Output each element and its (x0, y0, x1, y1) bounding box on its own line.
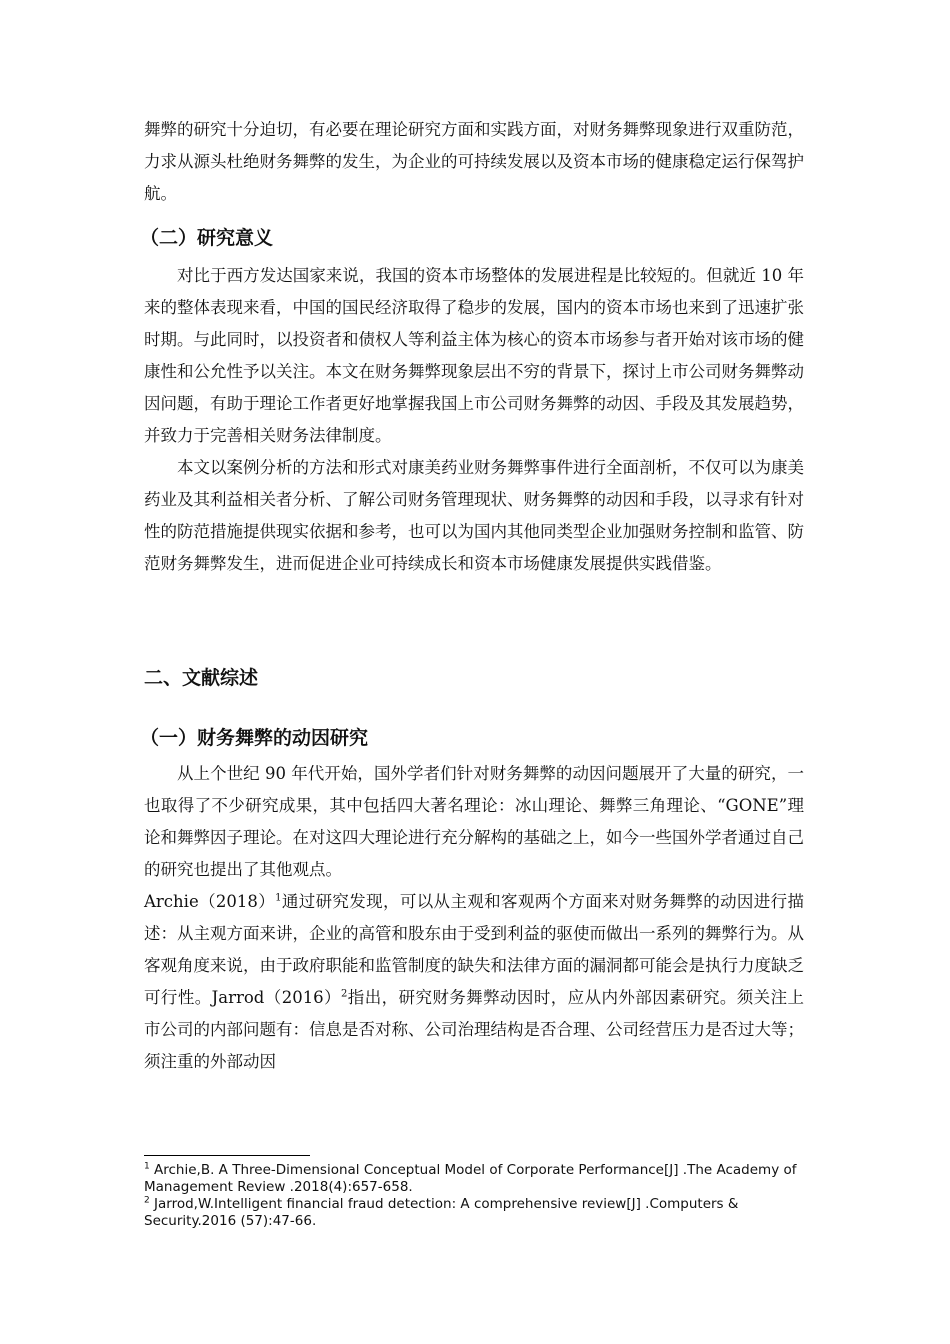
citation-archie: Archie（2018） (144, 892, 276, 911)
section-heading-literature: 二、文献综述 (144, 667, 259, 689)
literature-text-segment: 通过研究发现，可以从主观和客观两个方面来对财务舞弊的动因进行描述：从主观方面来讲，企业的高管和股东由于受到利益的驱使而做出一系列的舞弊行为。从客观角度来说，由于政府职能和监管制度的缺失和法律方面的漏洞都可能会是执行力度缺乏可行性。Jarrod（2016） (144, 892, 804, 1007)
intro-paragraph: 舞弊的研究十分迫切，有必要在理论研究方面和实践方面，对财务舞弊现象进行双重防范，力求从源头杜绝财务舞弊的发生，为企业的可持续发展以及资本市场的健康稳定运行保驾护航。 (144, 120, 804, 203)
footnote-ref-2[interactable]: 2 (341, 988, 348, 1000)
footnote-ref-1[interactable]: 1 (275, 892, 282, 904)
footnote-mark: 2 (144, 1195, 150, 1206)
footnote-2 (144, 1196, 804, 1230)
literature-text-segment: 指出，研究财务舞弊动因时，应从内外部因素研究。须关注上市公司的内部问题有：信息是否对称、公司治理结构是否合理、公司经营压力是否过大等；须注重的外部动因 (144, 988, 805, 1071)
footnote-mark: 1 (144, 1161, 150, 1172)
footnote-1 (144, 1162, 804, 1196)
footnotes (144, 1155, 804, 1230)
significance-paragraph-1: 对比于西方发达国家来说，我国的资本市场整体的发展进程是比较短的。但就近 10 年来的整体表现来看，中国的国民经济取得了稳步的发展，国内的资本市场也来到了迅速扩张时期。与此同时，以投资者和债权人等利益主体为核心的资本市场参与者开始对该市场的健康性和公允性予以关注。本文在财务舞弊现象层出不穷的背景下，探讨上市公司财务舞弊动因问题，有助于理论工作者更好地掌握我国上市公司财务舞弊的动因、手段及其发展趋势，并致力于完善相关财务法律制度。 (144, 266, 804, 445)
subsection-heading-fraud-motives: （一）财务舞弊的动因研究 (140, 727, 369, 749)
significance-paragraph-2: 本文以案例分析的方法和形式对康美药业财务舞弊事件进行全面剖析，不仅可以为康美药业及其利益相关者分析、了解公司财务管理现状、财务舞弊的动因和手段，以寻求有针对性的防范措施提供现实依据和参考，也可以为国内其他同类型企业加强财务控制和监管、防范财务舞弊发生，进而促进企业可持续成长和资本市场健康发展提供实践借鉴。 (144, 458, 804, 573)
footnote-text: Archie,B. A Three-Dimensional Conceptual Model of Corporate Performance[J] .The Academy of Management Review .2018(4):657-658. (144, 1162, 797, 1195)
section-heading-significance: （二）研究意义 (140, 227, 274, 249)
footnote-divider (144, 1155, 310, 1156)
literature-paragraph-2 (144, 886, 804, 1078)
literature-paragraph-1: 从上个世纪 90 年代开始，国外学者们针对财务舞弊的动因问题展开了大量的研究，一也取得了不少研究成果，其中包括四大著名理论：冰山理论、舞弊三角理论、“GONE”理论和舞弊因子理论。在对这四大理论进行充分解构的基础之上，如今一些国外学者通过自己的研究也提出了其他观点。 (144, 764, 804, 879)
footnote-text: Jarrod,W.Intelligent financial fraud detection: A comprehensive review[J] .Computers & Security.2016 (57):47-66. (144, 1196, 739, 1229)
body-text (140, 114, 805, 1078)
